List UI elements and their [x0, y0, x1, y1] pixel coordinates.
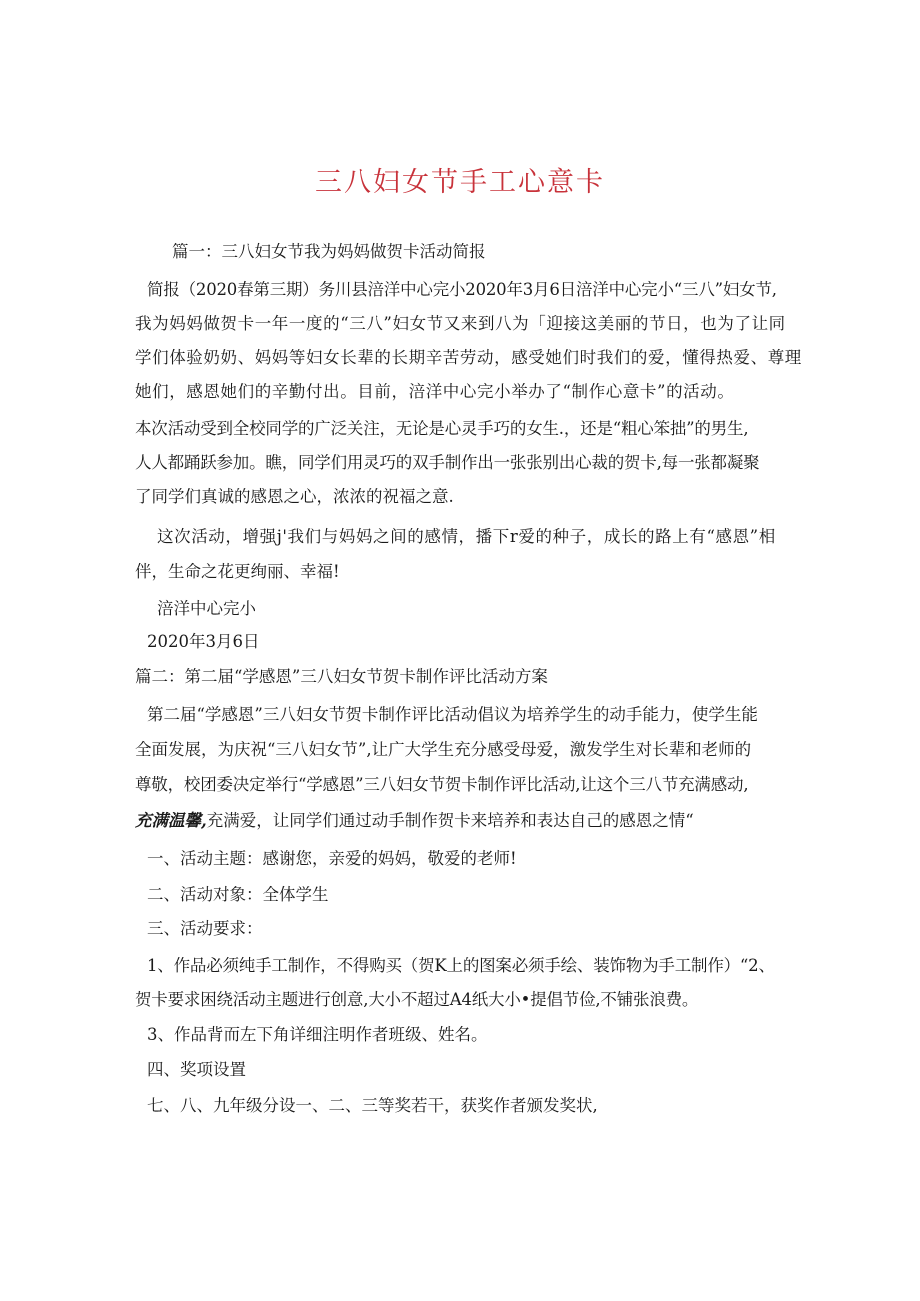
- paragraph-line: 人人都踊跃参加。瞧，同学们用灵巧的双手制作出一张张别出心裁的贺卡,每一张都凝聚: [135, 453, 760, 472]
- list-item: 七、八、九年级分设一、二、三等奖若干，获奖作者颁发奖状,: [147, 1096, 598, 1115]
- emphasis-text: 充满温馨,: [135, 811, 207, 830]
- paragraph-line-mixed: [135, 810, 694, 832]
- paragraph-line: 她们，感恩她们的辛勤付出。目前，涪洋中心完小举办了“制作心意卡”的活动。: [135, 382, 735, 401]
- paragraph-line: 本次活动受到全校同学的广泛关注，无论是心灵手巧的女生.，还是“粗心笨拙”的男生,: [135, 419, 749, 438]
- paragraph-line: 我为妈妈做贺卡一年一度的“三八”妇女节又来到八为「迎接这美丽的节日，也为了让同: [135, 314, 786, 333]
- paragraph-line: 全面发展，为庆祝“三八妇女节”,让广大学生充分感受母爱，激发学生对长辈和老师的: [135, 740, 752, 759]
- list-item: 贺卡要求困绕活动主题进行创意,大小不超过A4纸大小•提倡节俭,不铺张浪费。: [135, 990, 699, 1009]
- paragraph-text: 充满爱，让同学们通过动手制作贺卡来培养和表达自己的感恩之情“: [206, 811, 694, 830]
- list-item: 1、作品必须纯手工制作，不得购买（贺K上的图案必须手绘、装饰物为手工制作）“2、: [147, 956, 775, 975]
- signature-date: 2020年3月6日: [147, 632, 260, 651]
- paragraph-line: 尊敬，校团委决定举行“学感恩”三八妇女节贺卡制作评比活动,让这个三八节充满感动,: [135, 775, 749, 794]
- paragraph-line: 这次活动，增强j'我们与妈妈之间的感情，播下r爱的种子，成长的路上有“感恩”相: [157, 527, 776, 546]
- paragraph-line: 第二届“学感恩”三八妇女节贺卡制作评比活动倡议为培养学生的动手能力，使学生能: [147, 705, 758, 724]
- list-item: 二、活动对象：全体学生: [147, 885, 329, 904]
- document-title: 三八妇女节手工心意卡: [315, 167, 605, 198]
- list-item: 四、奖项设置: [147, 1060, 246, 1079]
- paragraph-line: 学们体验奶奶、妈妈等妇女长辈的长期辛苦劳动，感受她们时我们的爱，懂得热爱、尊理: [135, 348, 802, 367]
- signature-school: 涪洋中心完小: [157, 599, 256, 618]
- section-heading-2: 篇二：第二届“学感恩”三八妇女节贺卡制作评比活动方案: [135, 667, 548, 686]
- paragraph-line: 简报（2020春第三期）务川县涪洋中心完小2020年3月6日涪洋中心完小“三八”妇女节,: [147, 280, 777, 299]
- list-item: 三、活动要求：: [147, 919, 263, 938]
- list-item: 3、作品背而左下角详细注明作者班级、姓名。: [147, 1025, 488, 1044]
- paragraph-line: 了同学们真诚的感恩之心，浓浓的祝福之意.: [135, 487, 454, 506]
- section-heading-1: 篇一：三八妇女节我为妈妈做贺卡活动简报: [172, 242, 486, 261]
- paragraph-line: 伴，生命之花更绚丽、幸福!: [135, 562, 340, 581]
- list-item: 一、活动主题：感谢您，亲爱的妈妈，敬爱的老师!: [147, 849, 517, 868]
